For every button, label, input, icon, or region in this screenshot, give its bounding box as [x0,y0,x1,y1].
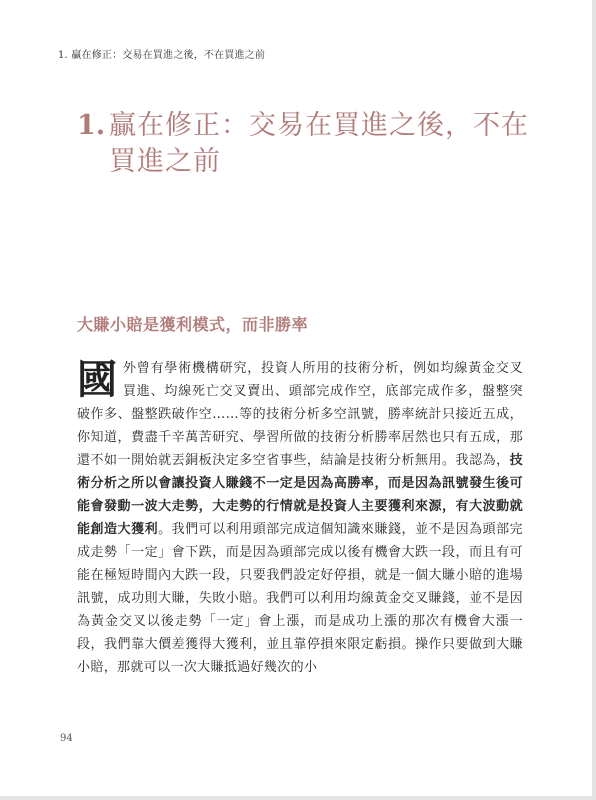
body-text-segment-2: 。我們可以利用頭部完成這個知識來賺錢，並不是因為頭部完成走勢「一定」會下跌，而是因為頭部完成以後有機會大跌一段，而且有可能在極短時間內大跌一段，只要我們設定好停損，就是一個大賺小賠的進場訊號，成功則大賺，失敗小賠。我們可以利用均線黃金交叉賺錢，並不是因為黃金交叉以後走勢「一定」會上漲，而是成功上漲的那次有機會大漲一段，我們靠大價差獲得大獲利，並且靠停損來限定虧損。操作只要做到大賺小賠，那就可以一次大賺抵過好幾次的小 [77,522,523,675]
body-paragraph [77,357,523,679]
page-number: 94 [60,733,73,744]
chapter-title-text: 贏在修正：交易在買進之後，不在買進之前 [109,110,529,177]
section-heading: 大賺小賠是獲利模式，而非勝率 [77,315,309,334]
page-edge-right [592,0,596,800]
drop-cap: 國 [77,356,118,403]
chapter-title [77,108,547,180]
body-text-segment-1: 外曾有學術機構研究，投資人所用的技術分析，例如均線黃金交叉買進、均線死亡交叉賣出、頭部完成作空，底部完成作多，盤整突破作多、盤整跌破作空……等的技術分析多空訊號，勝率統計只接近五成，你知道，費盡千辛萬苦研究、學習所做的技術分析勝率居然也只有五成，那還不如一開始就丟銅板決定多空省事些，結論是技術分析無用。我認為， [77,361,523,468]
body-text-bold-emphasis: 技術分析之所以會讓投資人賺錢不一定是因為高勝率，而是因為訊號發生後可能會發動一波大走勢，大走勢的行情就是投資人主要獲利來源，有大波動就能創造大獲利 [77,453,523,537]
chapter-number: 1. [77,110,106,141]
page-edge-bottom [0,796,596,800]
running-header: 1. 贏在修正：交易在買進之後，不在買進之前 [58,50,266,61]
